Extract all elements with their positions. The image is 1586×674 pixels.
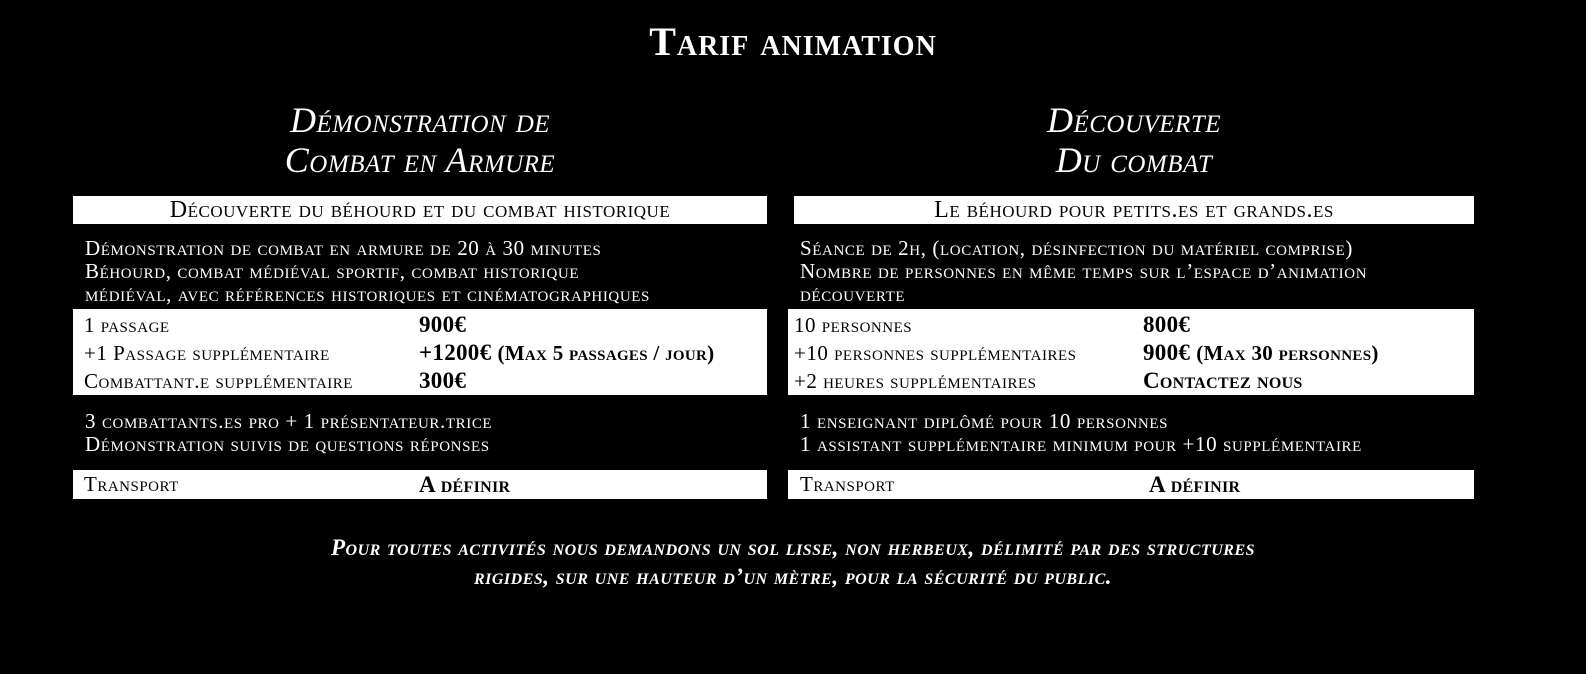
- staffing-info: [73, 395, 767, 470]
- section-description: [794, 224, 1474, 309]
- offer-armored-combat-demo: [73, 100, 767, 499]
- price-table: [788, 309, 1474, 395]
- price-value: [419, 368, 466, 394]
- price-amount: 300€: [419, 368, 467, 393]
- info-line: 1 enseignant diplômé pour 10 personnes: [800, 409, 1169, 433]
- info-line: 1 assistant supplémentaire minimum pour +10 supplémentaire: [800, 432, 1362, 456]
- price-label: +10 personnes supplémentaires: [794, 340, 1077, 365]
- price-value: [1143, 340, 1379, 366]
- section-heading-line: Découverte: [1046, 100, 1222, 140]
- section-subtitle: Découverte du béhourd et du combat historique: [73, 196, 767, 224]
- price-value: [419, 312, 466, 338]
- price-row: [788, 339, 1474, 367]
- section-heading-line: Combat en Armure: [284, 140, 556, 180]
- price-table: [73, 309, 767, 395]
- price-amount: +1200€: [419, 340, 492, 365]
- price-value: [1143, 312, 1190, 338]
- price-amount: 800€: [1143, 312, 1191, 337]
- price-row: [73, 367, 767, 395]
- transport-value: A définir: [1149, 471, 1241, 497]
- price-amount: 900€: [1143, 340, 1191, 365]
- description-line: Séance de 2h, (location, désinfection du matériel comprise): [800, 236, 1353, 260]
- price-label: +2 heures supplémentaires: [794, 368, 1037, 393]
- price-value: [419, 340, 714, 366]
- description-line: médiéval, avec références historiques et cinématographiques: [85, 282, 650, 306]
- price-value: [1143, 368, 1303, 394]
- section-heading-line: Du combat: [1055, 140, 1213, 180]
- price-row: [788, 367, 1474, 395]
- description-line: Démonstration de combat en armure de 20 à 30 minutes: [85, 236, 602, 260]
- transport-row: [73, 470, 767, 499]
- section-heading-line: Démonstration de: [289, 100, 551, 140]
- price-row: [73, 311, 767, 339]
- price-label: Combattant.e supplémentaire: [84, 368, 353, 393]
- transport-label: Transport: [800, 472, 895, 496]
- safety-notice: [0, 533, 1586, 591]
- section-heading: [794, 100, 1474, 186]
- info-line: Démonstration suivis de questions réponses: [85, 432, 490, 456]
- page-title: Tarif animation: [649, 19, 937, 64]
- description-line: découverte: [800, 282, 906, 306]
- staffing-info: [794, 395, 1474, 470]
- offer-combat-discovery: [794, 100, 1474, 499]
- safety-notice-line: Pour toutes activités nous demandons un sol lisse, non herbeux, délimité par des structures: [330, 535, 1256, 560]
- price-note: (Max 5 passages / jour): [497, 341, 715, 365]
- section-subtitle: Le béhourd pour petits.es et grands.es: [794, 196, 1474, 224]
- info-line: 3 combattants.es pro + 1 présentateur.trice: [85, 409, 493, 433]
- section-description: [73, 224, 767, 309]
- description-line: Béhourd, combat médiéval sportif, combat historique: [85, 259, 580, 283]
- price-label: 10 personnes: [794, 312, 913, 337]
- price-row: [73, 339, 767, 367]
- price-label: +1 Passage supplémentaire: [84, 340, 330, 365]
- price-amount: Contactez nous: [1143, 368, 1303, 393]
- price-note: (Max 30 personnes): [1196, 341, 1379, 365]
- price-amount: 900€: [419, 312, 467, 337]
- transport-row: [788, 470, 1474, 499]
- transport-value: A définir: [419, 471, 511, 497]
- safety-notice-line: rigides, sur une hauteur d’un mètre, pour la sécurité du public.: [473, 564, 1113, 589]
- price-row: [788, 311, 1474, 339]
- description-line: Nombre de personnes en même temps sur l’espace d’animation: [800, 259, 1368, 283]
- section-heading: [73, 100, 767, 186]
- transport-label: Transport: [84, 472, 179, 496]
- price-label: 1 passage: [84, 312, 170, 337]
